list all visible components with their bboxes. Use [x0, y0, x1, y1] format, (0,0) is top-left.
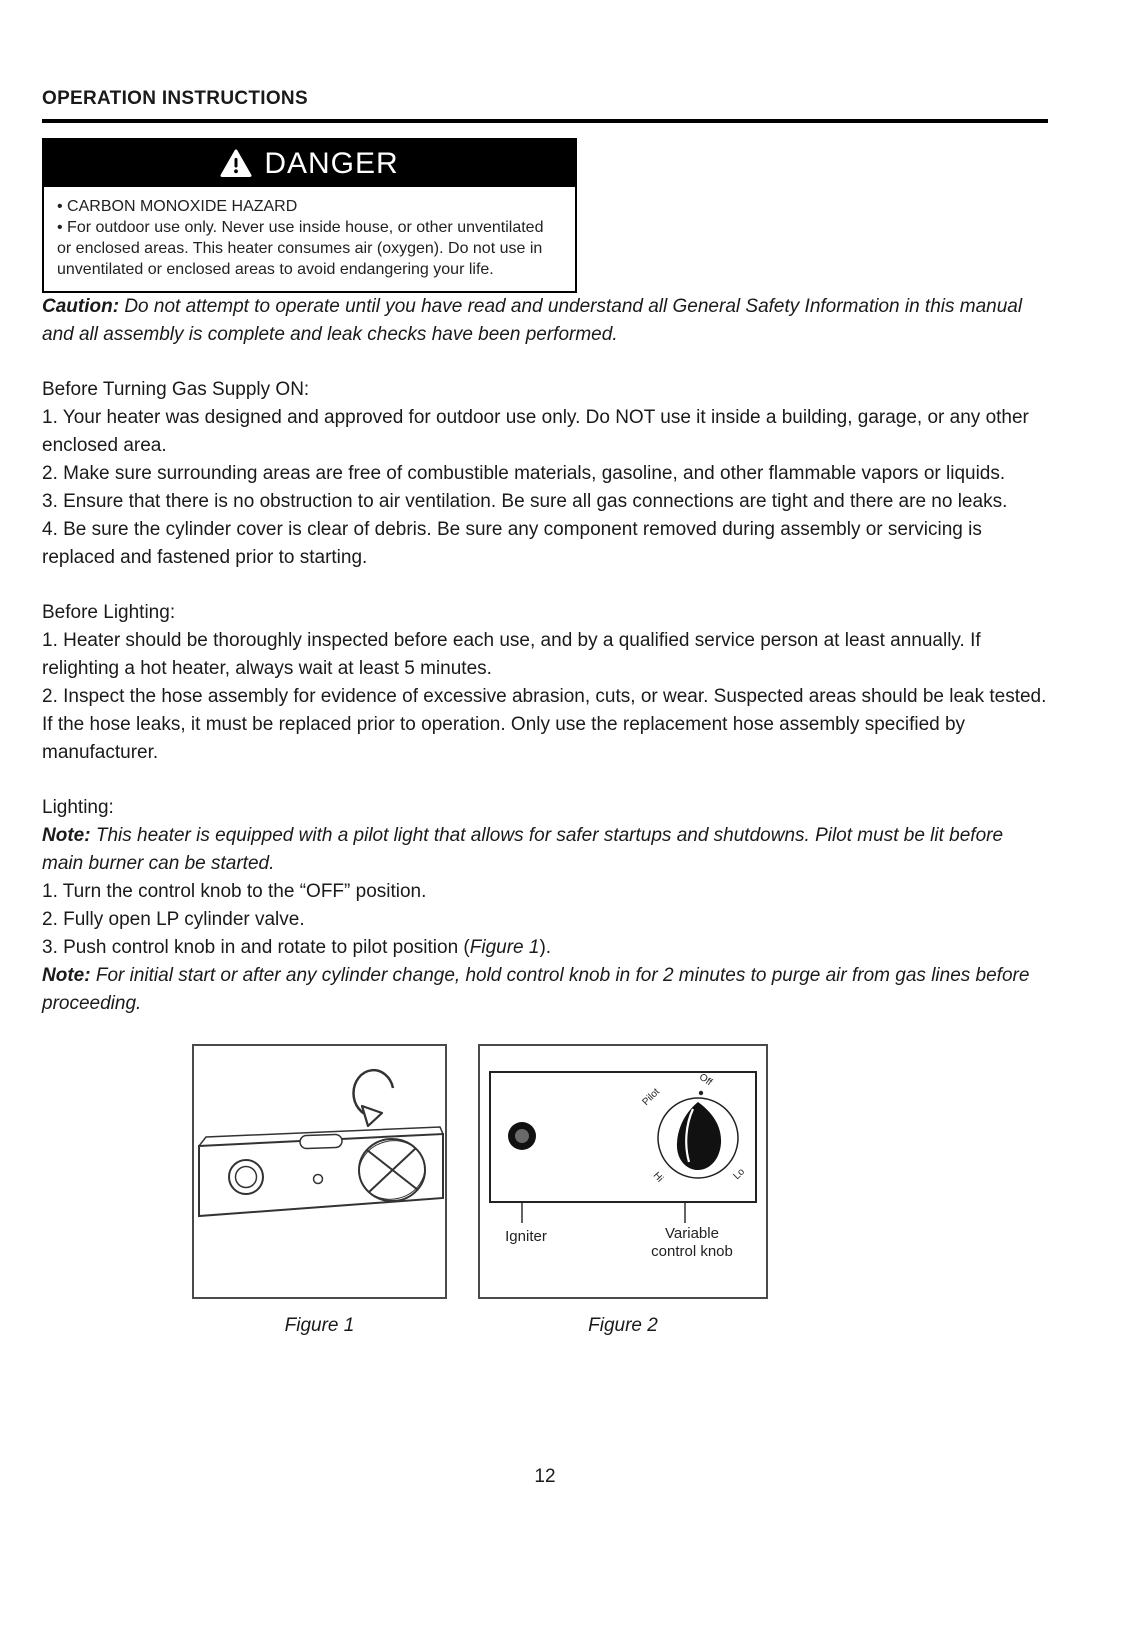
- list-item: 2. Fully open LP cylinder valve.: [42, 909, 305, 930]
- title-block: [42, 88, 1048, 123]
- step3-text-end: ).: [539, 937, 552, 958]
- igniter-button: [508, 1122, 536, 1150]
- note-label: Note:: [42, 965, 91, 986]
- list-item: 1. Your heater was designed and approved for outdoor use only. Do NOT use it inside a building, garage, or any other enclosed area.: [42, 407, 1029, 456]
- warning-triangle-icon: [220, 149, 252, 178]
- figures-row: [42, 1044, 1048, 1299]
- rotation-arrow-icon: [354, 1070, 393, 1126]
- figure-2-caption: Figure 2: [588, 1315, 658, 1336]
- figure-captions-row: [42, 1315, 1048, 1337]
- list-item: [42, 934, 1048, 962]
- igniter-knob-illustration: [480, 1046, 766, 1297]
- danger-bullet-outdoor-use: • For outdoor use only. Never use inside house, or other unventilated or enclosed areas. This heater consumes air (oxygen). Do not use in unventilated or enclosed areas to avoid endangering your life.: [57, 219, 544, 278]
- note-paragraph: [42, 822, 1048, 878]
- igniter-label: Igniter: [505, 1228, 547, 1245]
- knob-label-hi: Hi: [650, 1170, 666, 1185]
- list-item: 1. Turn the control knob to the “OFF” position.: [42, 881, 427, 902]
- danger-body: [44, 187, 575, 291]
- knob-label-pilot: Pilot: [640, 1086, 662, 1108]
- caution-text: Do not attempt to operate until you have read and understand all General Safety Information in this manual and all assembly is complete and leak checks have been performed.: [42, 296, 1023, 345]
- list-item: 2. Inspect the hose assembly for evidence of excessive abrasion, cuts, or wear. Suspected areas should be leak tested. If the hose leaks, it must be replaced prior to operation. Only use the replacement hose assembly specified by manufacturer.: [42, 686, 1047, 763]
- caution-label: Caution:: [42, 296, 120, 317]
- danger-warning-box: [42, 138, 577, 293]
- step3-text: 3. Push control knob in and rotate to pilot position (: [42, 937, 470, 958]
- knob-label-line2: control knob: [651, 1243, 733, 1260]
- section-heading: Before Turning Gas Supply ON:: [42, 379, 310, 400]
- section-before-lighting: [42, 599, 1048, 767]
- page-content: [42, 88, 1048, 1337]
- list-item: 3. Ensure that there is no obstruction to air ventilation. Be sure all gas connections are tight and there are no leaks.: [42, 491, 1008, 512]
- page-number: 12: [534, 1466, 556, 1487]
- figure-1-box: [192, 1044, 447, 1299]
- section-before-gas-supply: [42, 376, 1048, 572]
- list-item: 2. Make sure surrounding areas are free of combustible materials, gasoline, and other flammable vapors or liquids.: [42, 463, 1006, 484]
- list-item: 4. Be sure the cylinder cover is clear of debris. Be sure any component removed during assembly or servicing is replaced and fastened prior to starting.: [42, 519, 982, 568]
- figure-1-caption: Figure 1: [284, 1315, 355, 1336]
- knob-label-lo: Lo: [731, 1166, 748, 1183]
- section-heading: Before Lighting:: [42, 602, 176, 623]
- danger-title: DANGER: [264, 146, 399, 180]
- knob-label-line1: Variable: [665, 1225, 719, 1242]
- danger-header: [44, 140, 575, 187]
- control-panel-illustration: [194, 1046, 445, 1297]
- note-text: This heater is equipped with a pilot light that allows for safer startups and shutdowns. Pilot must be lit before main burner can be started.: [42, 825, 1004, 874]
- page-title: OPERATION INSTRUCTIONS: [42, 88, 308, 109]
- note-text: For initial start or after any cylinder change, hold control knob in for 2 minutes to purge air from gas lines before proceeding.: [42, 965, 1030, 1014]
- list-item: 1. Heater should be thoroughly inspected before each use, and by a qualified service person at least annually. If relighting a hot heater, always wait at least 5 minutes.: [42, 630, 981, 679]
- caution-paragraph: [42, 293, 1048, 349]
- figure1-reference: Figure 1: [469, 937, 540, 958]
- section-heading: Lighting:: [42, 797, 114, 818]
- section-lighting: [42, 794, 1048, 1018]
- note-paragraph: [42, 962, 1048, 1018]
- figure-2-box: [478, 1044, 768, 1299]
- danger-bullet-carbon-monoxide: • CARBON MONOXIDE HAZARD: [57, 198, 298, 215]
- note-label: Note:: [42, 825, 91, 846]
- knob-label-off: Off: [696, 1071, 714, 1089]
